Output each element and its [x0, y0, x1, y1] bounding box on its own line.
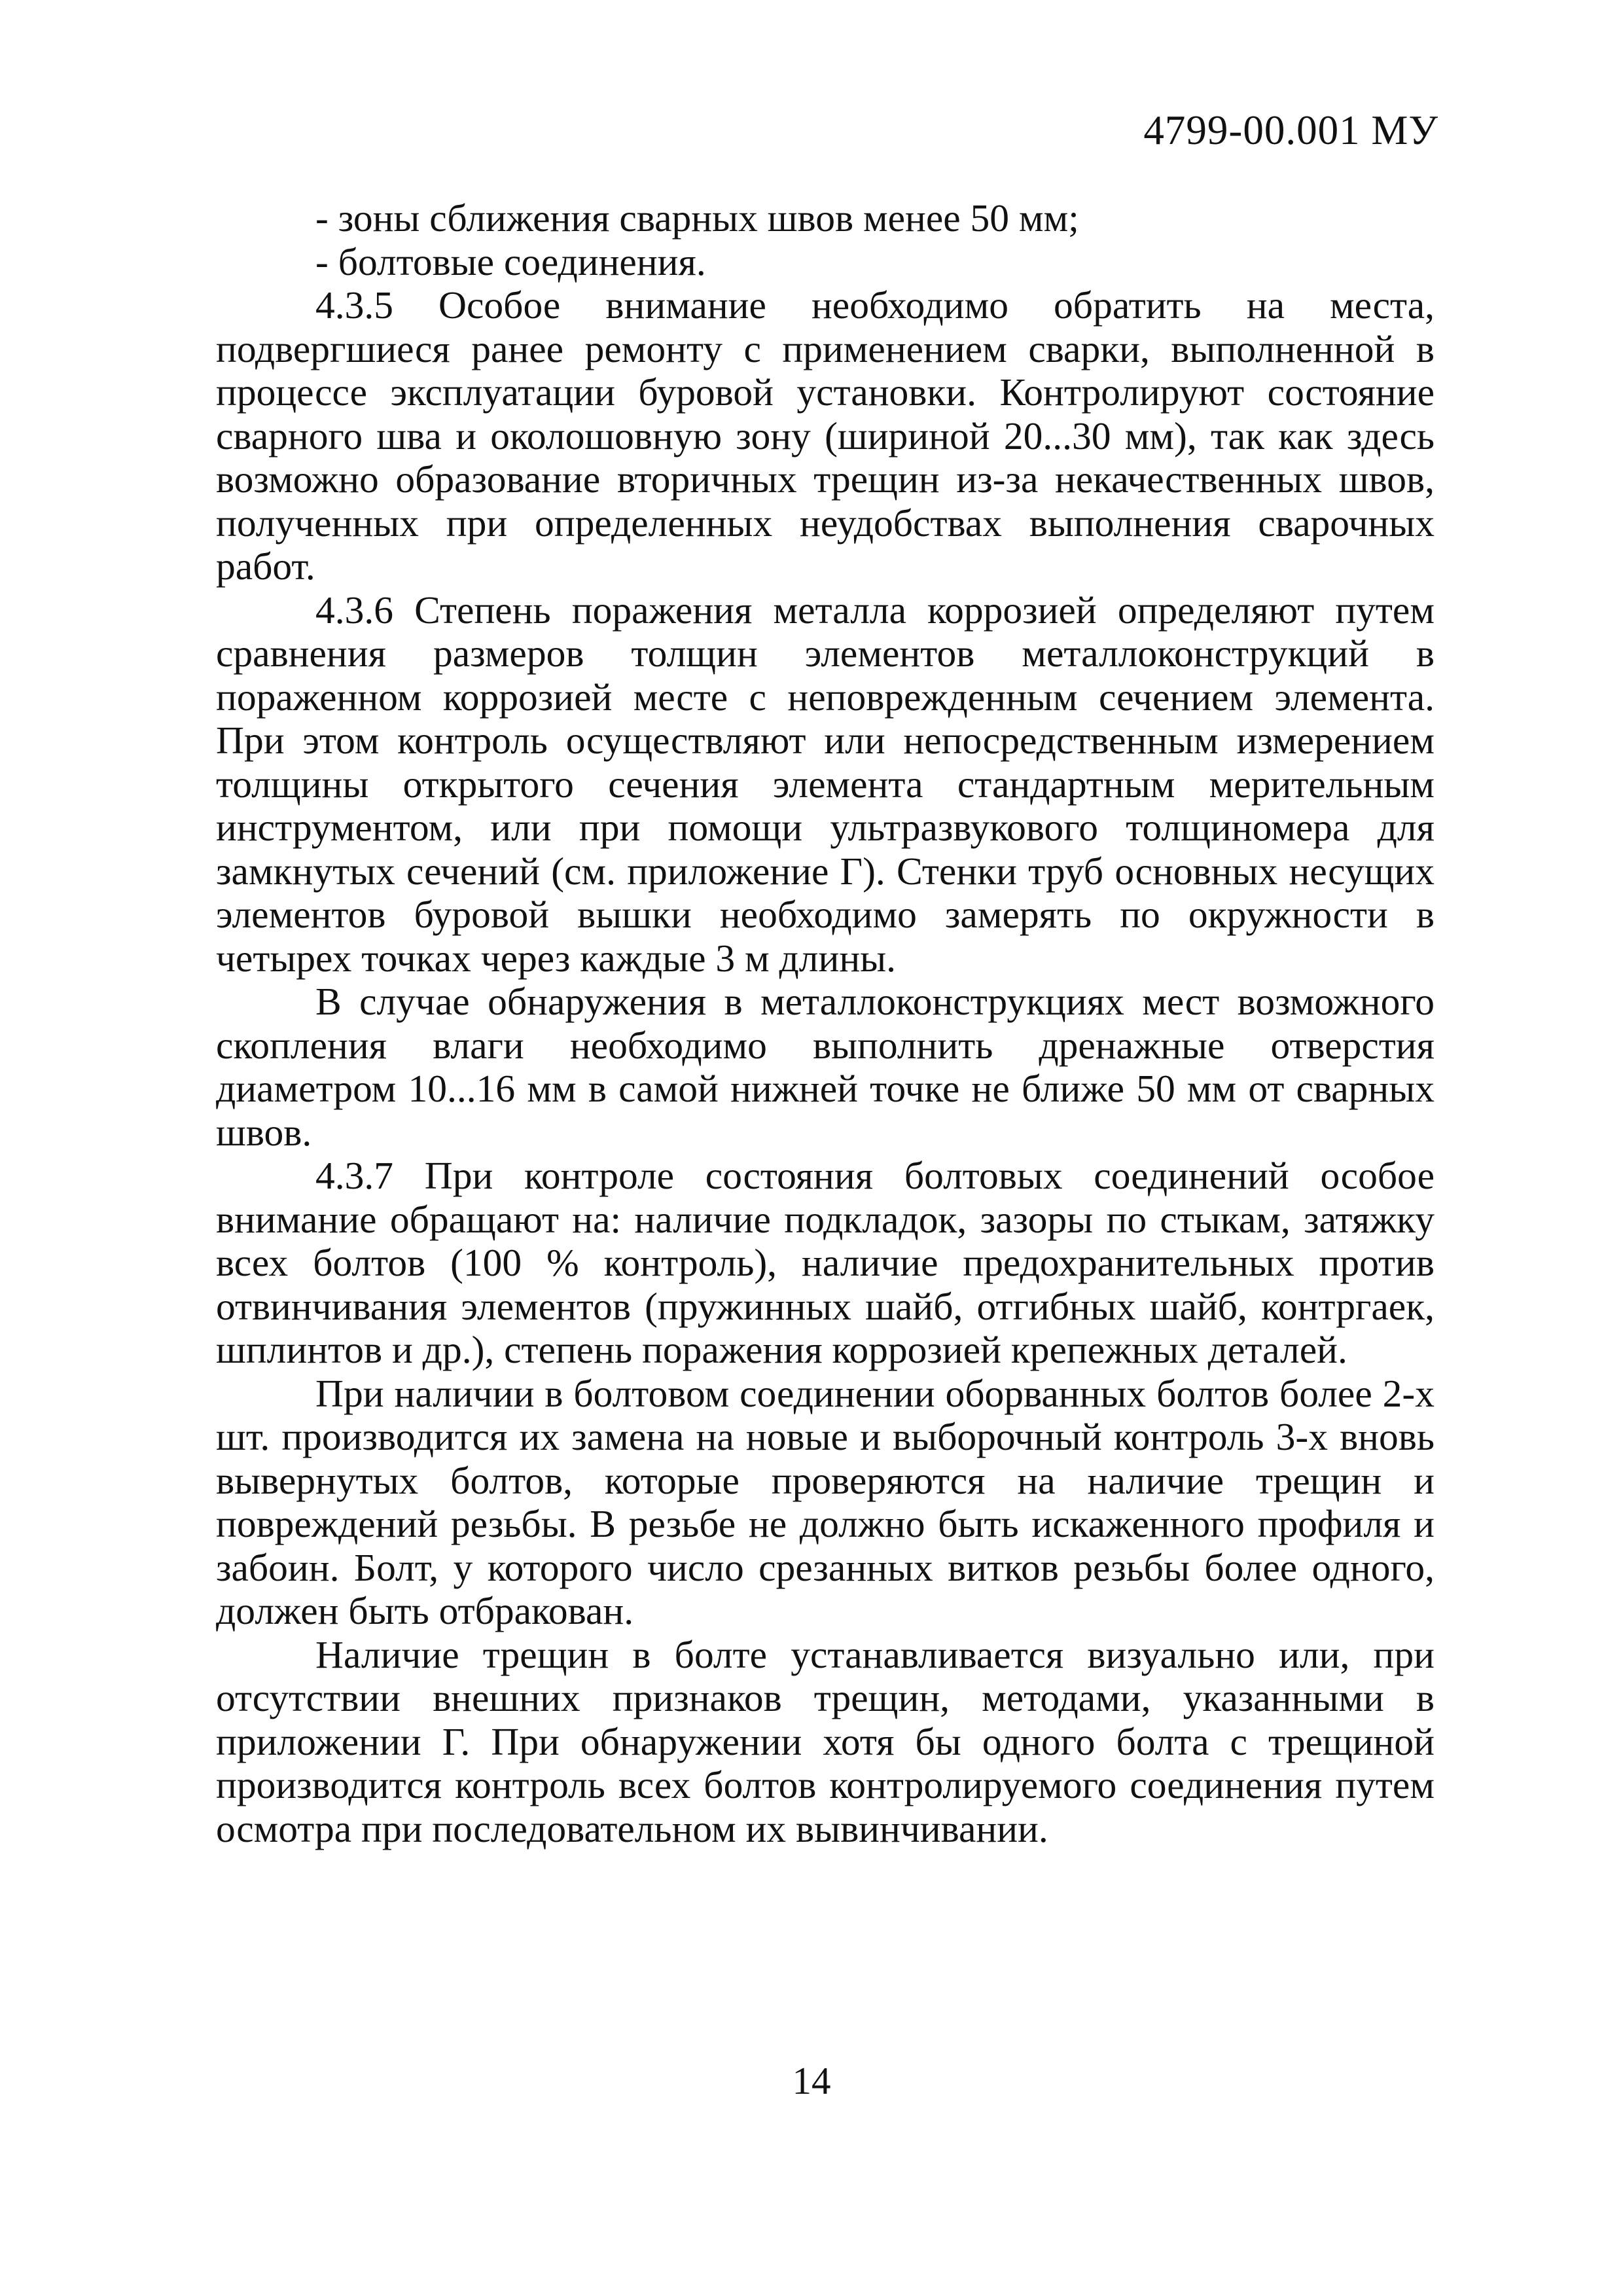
paragraph-4-3-7: 4.3.7 При контроле состояния болтовых соединений особое внимание обращают на: наличие подкладок, зазоры по стыкам, затяжку всех болтов (100 % контроль), наличие предохранительных против отвинчивания элементов (пружинных шайб, отгибных шайб, контргаек, шплинтов и др.), степень поражения коррозией крепежных деталей. — [216, 1154, 1435, 1371]
paragraph-4-3-5: 4.3.5 Особое внимание необходимо обратить на места, подвергшиеся ранее ремонту с применением сварки, выполненной в процессе эксплуатации буровой установки. Контролируют состояние сварного шва и околошовную зону (шириной 20...30 мм), так как здесь возможно образование вторичных трещин из-за некачественных швов, полученных при определенных неудобствах выполнения сварочных работ. — [216, 283, 1435, 588]
paragraph-4-3-6: 4.3.6 Степень поражения металла коррозией определяют путем сравнения размеров толщин элементов металлоконструкций в пораженном коррозией месте с неповрежденным сечением элемента. При этом контроль осуществляют или непосредственным измерением толщины открытого сечения элемента стандартным мерительным инструментом, или при помощи ультразвукового толщиномера для замкнутых сечений (см. приложение Г). Стенки труб основных несущих элементов буровой вышки необходимо замерять по окружности в четырех точках через каждые 3 м длины. — [216, 588, 1435, 980]
body-text — [216, 196, 1435, 1850]
paragraph-list-item-bolted-joints: - болтовые соединения. — [315, 240, 706, 283]
paragraph-broken-bolts: При наличии в болтовом соединении оборванных болтов более 2-х шт. производится их замена на новые и выборочный контроль 3-х вновь вывернутых болтов, которые проверяются на наличие трещин и повреждений резьбы. В резьбе не должно быть искаженного профиля и забоин. Болт, у которого число срезанных витков резьбы более одного, должен быть отбракован. — [216, 1371, 1435, 1632]
document-code: 4799-00.001 МУ — [1143, 107, 1438, 153]
paragraph-bolt-cracks: Наличие трещин в болте устанавливается визуально или, при отсутствии внешних признаков трещин, методами, указанными в приложении Г. При обнаружении хотя бы одного болта с трещиной производится контроль всех болтов контролируемого соединения путем осмотра при последовательном их вывинчивании. — [216, 1632, 1435, 1850]
page-number: 14 — [792, 2059, 831, 2102]
paragraph-list-item-weld-zones: - зоны сближения сварных швов менее 50 мм; — [315, 196, 1079, 240]
paragraph-moisture-drainage: В случае обнаружения в металлоконструкциях мест возможного скопления влаги необходимо выполнить дренажные отверстия диаметром 10...16 мм в самой нижней точке не ближе 50 мм от сварных швов. — [216, 980, 1435, 1154]
